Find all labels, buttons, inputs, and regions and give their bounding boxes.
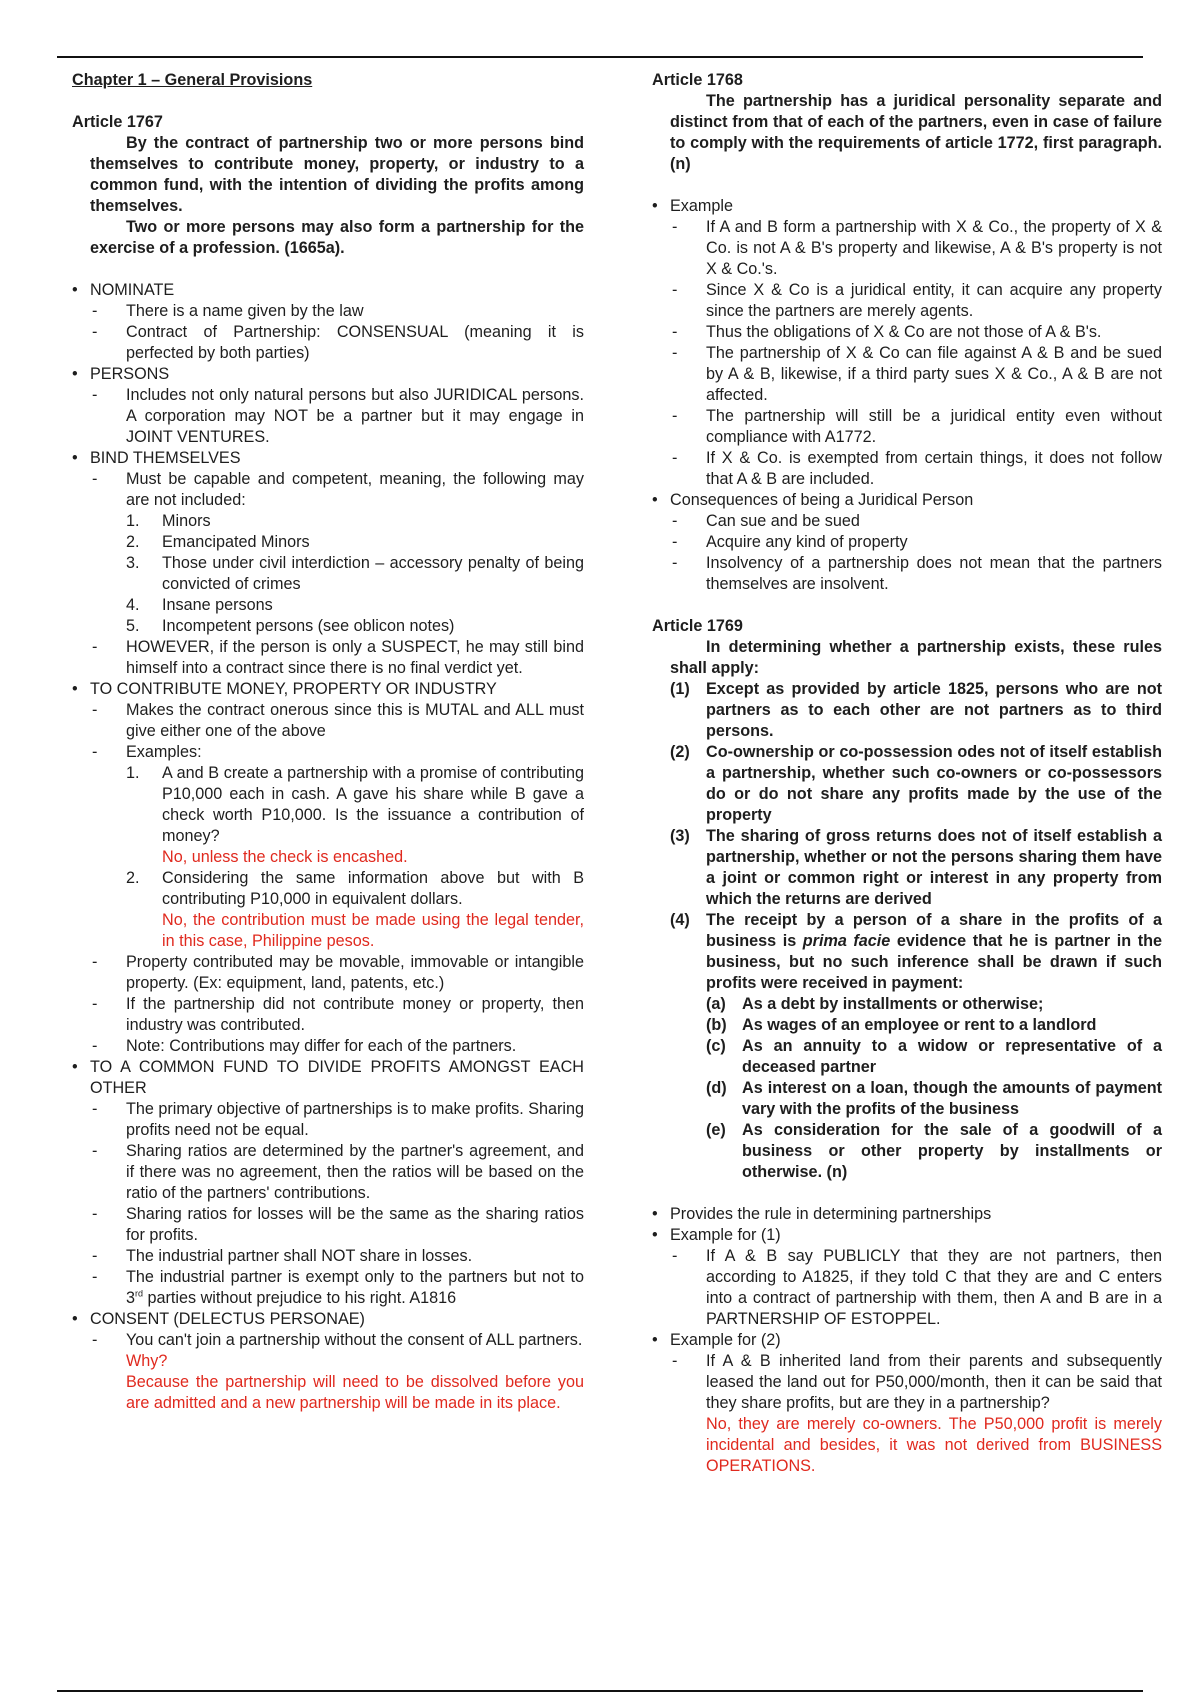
bind-item: 5. Incompetent persons (see oblicon notes) (126, 617, 455, 635)
nominate-d2: - Contract of Partnership: CONSENSUAL (meaning it is perfected by both parties) (72, 322, 584, 364)
bind-item: 4. Insane persons (126, 596, 273, 614)
article-1767-p1: By the contract of partnership two or more persons bind themselves to contribute money, property, or industry to a common fund, with the intention of dividing the profits among themselves. (90, 134, 584, 215)
example-d1: - If A and B form a partnership with X & Co., the property of X & Co. is not A & B's property and likewise, A & B's property is not X & Co.'s. (652, 217, 1162, 280)
chapter-title: Chapter 1 – General Provisions (72, 71, 313, 89)
article-1767-p2: Two or more persons may also form a partnership for the exercise of a profession. (1665a). (90, 218, 584, 257)
article-1769-rule-4: (4) The receipt by a person of a share in the profits of a business is prima facie evidence that he is partner in the business, but no such inference shall be drawn if such profits were received in payment: (670, 911, 1162, 992)
article-1769-rule-1: (1) Except as provided by article 1825, persons who are not partners as to each other are not partners as to third persons. (670, 680, 1162, 740)
example-d5: - The partnership will still be a juridical entity even without compliance with A1772. (652, 406, 1162, 448)
bind-item: 1. Minors (126, 512, 211, 530)
consequences-d2: - Acquire any kind of property (652, 532, 1162, 553)
article-1769-intro: In determining whether a partnership exists, these rules shall apply: (670, 638, 1162, 677)
consequences-d3: - Insolvency of a partnership does not mean that the partners themselves are insolvent. (652, 553, 1162, 595)
article-1769-sub: (a) As a debt by installments or otherwise; (706, 995, 1044, 1013)
article-1767-text (72, 133, 584, 259)
contribute-d2: - Examples: (72, 742, 584, 763)
consent-d1: - You can't join a partnership without the consent of ALL partners. (72, 1330, 584, 1351)
contribute-d4: - If the partnership did not contribute money or property, then industry was contributed. (72, 994, 584, 1036)
bullet-nominate: • NOMINATE (72, 280, 584, 301)
nominate-d1: - There is a name given by the law (72, 301, 584, 322)
common-d4: - The industrial partner shall NOT share in losses. (72, 1246, 584, 1267)
article-1769-rule-2: (2) Co-ownership or co-possession odes not of itself establish a partnership, whether such co-owners or co-possessors do or do not share any profits made by the use of the property (670, 743, 1162, 824)
article-1769-sub: (d) As interest on a loan, though the amounts of payment vary with the profits of the business (706, 1079, 1162, 1118)
contribute-d5: - Note: Contributions may differ for each of the partners. (72, 1036, 584, 1057)
article-1767-title: Article 1767 (72, 113, 163, 131)
article-1769-title: Article 1769 (652, 617, 743, 635)
article-1768-title: Article 1768 (652, 71, 743, 89)
example-2-d1: - If A & B inherited land from their parents and subsequently leased the land out for P50,000/month, then it can be said that they share profits, but are they in a partnership? (652, 1351, 1162, 1414)
bullet-provides: • Provides the rule in determining partnerships (652, 1204, 1162, 1225)
example-d3: - Thus the obligations of X & Co are not those of A & B's. (652, 322, 1162, 343)
bind-item: 3. Those under civil interdiction – accessory penalty of being convicted of crimes (126, 554, 584, 593)
common-d2: - Sharing ratios are determined by the partner's agreement, and if there was no agreement, then the ratios will be based on the ratio of the partners' contributions. (72, 1141, 584, 1204)
header-rule (57, 56, 1143, 58)
bullet-example-2: • Example for (2) (652, 1330, 1162, 1351)
example-d6: - If X & Co. is exempted from certain things, it does not follow that A & B are included. (652, 448, 1162, 490)
article-1769-sub: (b) As wages of an employee or rent to a landlord (706, 1016, 1097, 1034)
bullet-contribute: • TO CONTRIBUTE MONEY, PROPERTY OR INDUSTRY (72, 679, 584, 700)
footer-rule (57, 1690, 1143, 1692)
persons-d1: - Includes not only natural persons but also JURIDICAL persons. A corporation may NOT be a partner but it may engage in JOINT VENTURES. (72, 385, 584, 448)
bullet-persons: • PERSONS (72, 364, 584, 385)
bullet-bind: • BIND THEMSELVES (72, 448, 584, 469)
bullet-example: • Example (652, 196, 1162, 217)
bullet-example-1: • Example for (1) (652, 1225, 1162, 1246)
right-column (652, 70, 1162, 1477)
contribute-example-1: 1. A and B create a partnership with a promise of contributing P10,000 each in cash. A gave his share while B gave a check worth P10,000. Is the issuance a contribution of money? (126, 764, 584, 845)
common-d3: - Sharing ratios for losses will be the same as the sharing ratios for profits. (72, 1204, 584, 1246)
contribute-d1: - Makes the contract onerous since this is MUTAL and ALL must give either one of the above (72, 700, 584, 742)
example-d4: - The partnership of X & Co can file against A & B and be sued by A & B, likewise, if a third party sues X & Co., A & B are not affected. (652, 343, 1162, 406)
bullet-common-fund: • TO A COMMON FUND TO DIVIDE PROFITS AMONGST EACH OTHER (72, 1057, 584, 1099)
contribute-example-2-answer: No, the contribution must be made using the legal tender, in this case, Philippine pesos. (162, 911, 584, 950)
common-d1: - The primary objective of partnerships is to make profits. Sharing profits need not be equal. (72, 1099, 584, 1141)
article-1768-text: The partnership has a juridical personality separate and distinct from that of each of the partners, even in case of failure to comply with the requirements of article 1772, first paragraph. (n) (670, 92, 1162, 173)
bind-d1: - Must be capable and competent, meaning, the following may are not included: (72, 469, 584, 511)
example-1-d1: - If A & B say PUBLICLY that they are not partners, then according to A1825, if they told C that they are and C enters into a contract of partnership with them, then A and B are in a PARTNERSHIP OF ESTOPPEL. (652, 1246, 1162, 1330)
article-1769-rule-3: (3) The sharing of gross returns does not of itself establish a partnership, whether or not the persons sharing them have a joint or common right or interest in any property from which the returns are derived (670, 827, 1162, 908)
consent-why: Why? (126, 1352, 168, 1370)
article-1769-sub: (e) As consideration for the sale of a goodwill of a business or other property by installments or otherwise. (n) (706, 1121, 1162, 1181)
contribute-example-1-answer: No, unless the check is encashed. (162, 848, 408, 866)
example-d2: - Since X & Co is a juridical entity, it can acquire any property since the partners are merely agents. (652, 280, 1162, 322)
consent-because: Because the partnership will need to be dissolved before you are admitted and a new partnership will be made in its place. (126, 1373, 584, 1412)
left-column (72, 70, 584, 1414)
common-d5: - The industrial partner is exempt only to the partners but not to 3rd parties without prejudice to his right. A1816 (72, 1267, 584, 1309)
contribute-example-2: 2. Considering the same information above but with B contributing P10,000 in equivalent dollars. (126, 869, 584, 908)
article-1769-sub: (c) As an annuity to a widow or representative of a deceased partner (706, 1037, 1162, 1076)
contribute-d3: - Property contributed may be movable, immovable or intangible property. (Ex: equipment, land, patents, etc.) (72, 952, 584, 994)
bullet-consequences: • Consequences of being a Juridical Person (652, 490, 1162, 511)
example-2-answer: No, they are merely co-owners. The P50,000 profit is merely incidental and besides, it was not derived from BUSINESS OPERATIONS. (706, 1415, 1162, 1475)
consequences-d1: - Can sue and be sued (652, 511, 1162, 532)
bullet-consent: • CONSENT (DELECTUS PERSONAE) (72, 1309, 584, 1330)
bind-item: 2. Emancipated Minors (126, 533, 310, 551)
bind-d2: - HOWEVER, if the person is only a SUSPECT, he may still bind himself into a contract since there is no final verdict yet. (72, 637, 584, 679)
